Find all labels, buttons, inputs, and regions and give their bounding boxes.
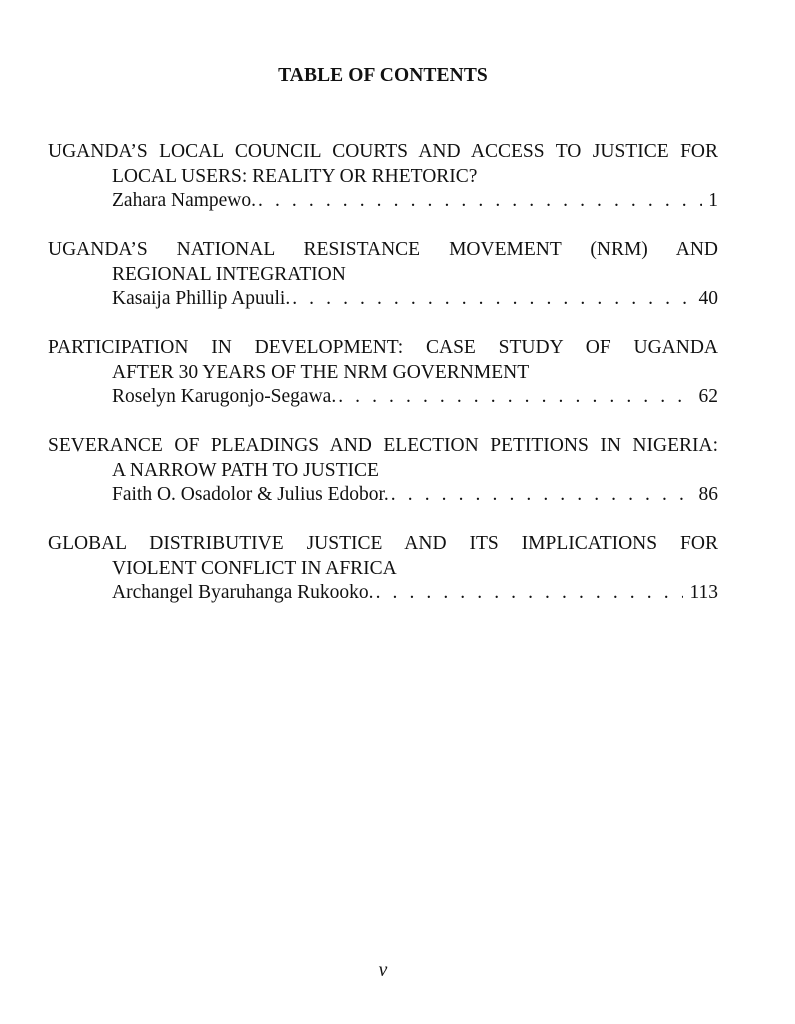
entry-author-line — [48, 189, 718, 214]
entry-author-line — [48, 385, 718, 410]
entry-title — [48, 336, 718, 385]
entry-title-line-2: REGIONAL INTEGRATION — [112, 263, 346, 285]
toc-entry — [48, 434, 718, 508]
entry-title — [48, 140, 718, 189]
toc-entry — [48, 238, 718, 312]
dot-leader — [258, 189, 702, 214]
entry-title-line-1: SEVERANCE OF PLEADINGS AND ELECTION PETITIONS IN NIGERIA: — [48, 435, 718, 456]
entry-title-line-1: PARTICIPATION IN DEVELOPMENT: CASE STUDY OF UGANDA — [48, 337, 718, 358]
entry-title-line-2: AFTER 30 YEARS OF THE NRM GOVERNMENT — [112, 361, 530, 383]
dot-leader — [376, 581, 684, 606]
toc-entry — [48, 532, 718, 606]
entry-author: Archangel Byaruhanga Rukooko. — [112, 582, 374, 603]
entry-title-line-2: LOCAL USERS: REALITY OR RHETORIC? — [112, 165, 478, 187]
entry-title — [48, 434, 718, 483]
entry-author: Zahara Nampewo. — [112, 190, 257, 211]
toc-list — [48, 140, 718, 630]
entry-page-number: 62 — [698, 386, 718, 407]
entry-title-line-1: UGANDA’S NATIONAL RESISTANCE MOVEMENT (NRM) AND — [48, 239, 718, 260]
entry-title-line-2: A NARROW PATH TO JUSTICE — [112, 459, 379, 481]
entry-author-line — [48, 287, 718, 312]
toc-entry — [48, 140, 718, 214]
entry-title-line-1: UGANDA’S LOCAL COUNCIL COURTS AND ACCESS TO JUSTICE FOR — [48, 141, 718, 162]
entry-author: Kasaija Phillip Apuuli. — [112, 288, 291, 309]
entry-author: Faith O. Osadolor & Julius Edobor. — [112, 484, 389, 505]
entry-title-line-2: VIOLENT CONFLICT IN AFRICA — [112, 557, 397, 579]
entry-page-number: 86 — [698, 484, 718, 505]
entry-page-number: 40 — [698, 288, 718, 309]
entry-author-line — [48, 581, 718, 606]
toc-entry — [48, 336, 718, 410]
entry-title — [48, 238, 718, 287]
dot-leader — [338, 385, 692, 410]
entry-page-number: 1 — [708, 190, 718, 211]
entry-author: Roselyn Karugonjo-Segawa. — [112, 386, 337, 407]
page-folio: v — [378, 960, 388, 981]
page-title: TABLE OF CONTENTS — [278, 65, 488, 86]
dot-leader — [292, 287, 692, 312]
entry-title — [48, 532, 718, 581]
entry-page-number: 113 — [689, 582, 718, 603]
dot-leader — [391, 483, 693, 508]
entry-title-line-1: GLOBAL DISTRIBUTIVE JUSTICE AND ITS IMPLICATIONS FOR — [48, 533, 718, 554]
entry-author-line — [48, 483, 718, 508]
